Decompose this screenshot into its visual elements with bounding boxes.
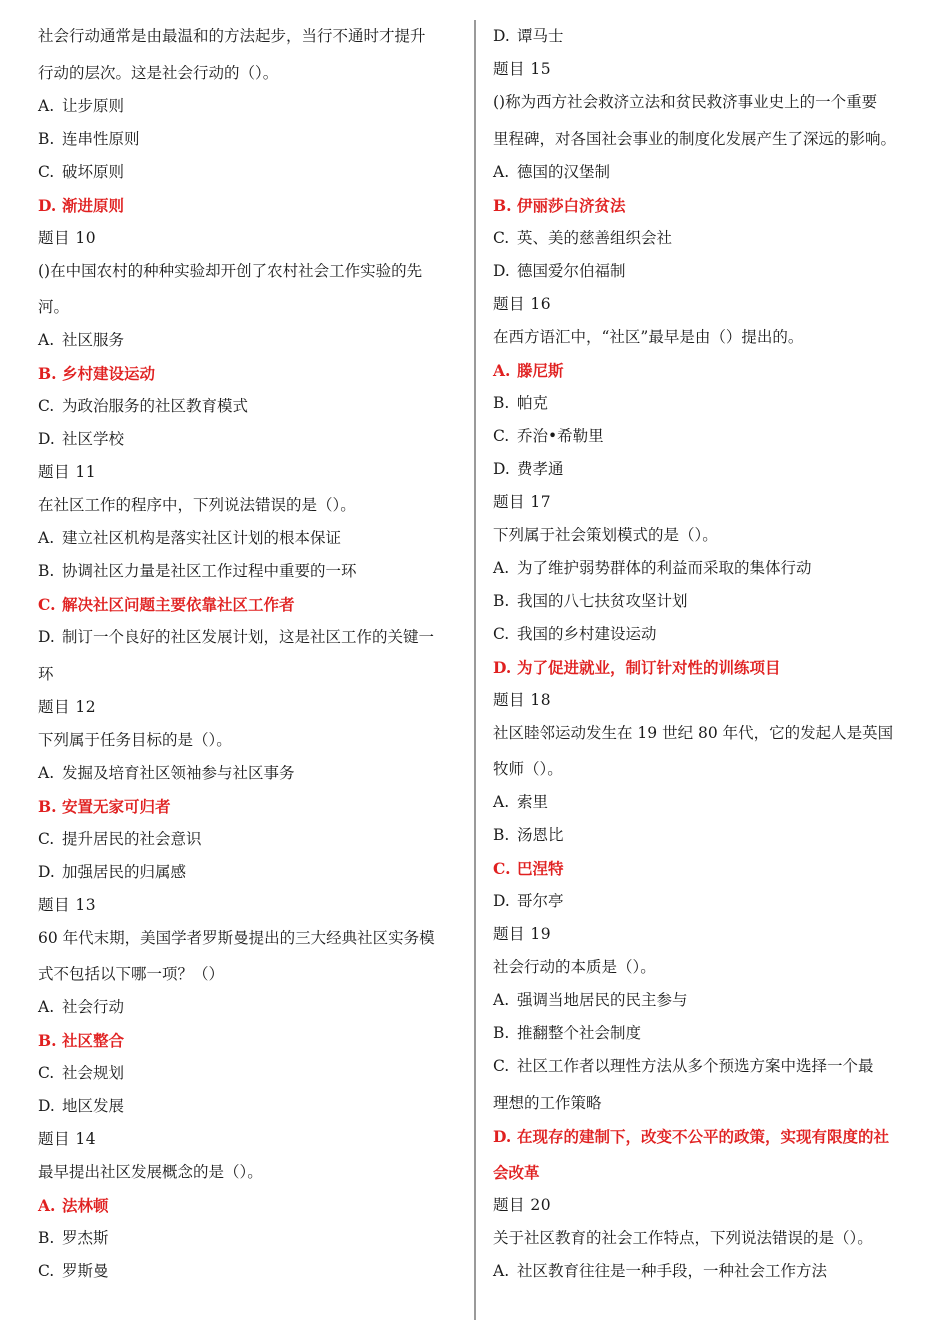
option-label: A. — [38, 763, 55, 782]
option-text: 强调当地居民的民主参与 — [517, 991, 688, 1009]
option-text: 乡村建设运动 — [62, 364, 156, 383]
answer-option — [493, 20, 923, 53]
question-title-text: 题目 10 — [38, 228, 97, 247]
answer-option-correct — [38, 357, 463, 390]
left-column — [38, 20, 463, 1288]
question-stem-text: 下列属于社会策划模式的是（）。 — [493, 525, 718, 544]
option-label: C. — [38, 829, 55, 848]
option-label: A. — [38, 529, 55, 547]
answer-option — [38, 423, 463, 456]
question-stem-text: 会改革 — [493, 1163, 540, 1182]
question-stem-text: 在社区工作的程序中，下列说法错误的是（）。 — [38, 496, 356, 514]
answer-option-correct — [493, 189, 923, 222]
question-title-text: 题目 12 — [38, 697, 97, 716]
question-stem-text: 河。 — [38, 298, 70, 316]
answer-option — [493, 420, 923, 453]
question-stem-line — [38, 255, 463, 292]
question-stem-text: 最早提出社区发展概念的是（）。 — [38, 1163, 263, 1181]
answer-option-correct — [38, 588, 463, 621]
question-stem-text: 式不包括以下哪一项？（） — [38, 965, 225, 983]
column-divider — [474, 20, 476, 1320]
question-stem-line — [38, 724, 463, 757]
answer-option — [38, 1090, 463, 1123]
question-stem-line — [493, 1222, 923, 1255]
answer-option — [38, 123, 463, 156]
answer-option — [493, 618, 923, 651]
option-text: 渐进原则 — [62, 195, 125, 215]
option-text: 社区学校 — [62, 430, 125, 448]
question-stem-line — [38, 1156, 463, 1189]
option-label: C. — [38, 595, 56, 614]
option-text: 罗杰斯 — [62, 1229, 109, 1247]
question-title-text: 题目 11 — [38, 463, 97, 481]
answer-option-correct — [38, 1024, 463, 1057]
question-stem-line — [493, 123, 923, 156]
option-label: D. — [493, 27, 510, 45]
option-text: 社区服务 — [62, 331, 125, 349]
question-title — [38, 1123, 463, 1156]
question-title — [493, 1189, 923, 1222]
answer-option — [493, 984, 923, 1017]
answer-option — [38, 1057, 463, 1090]
answer-option — [493, 585, 923, 618]
option-label: C. — [493, 624, 510, 643]
answer-option — [493, 1050, 923, 1087]
option-label: C. — [38, 162, 55, 181]
option-text: 协调社区力量是社区工作过程中重要的一环 — [62, 562, 357, 580]
question-title — [38, 691, 463, 724]
option-text: 哥尔亭 — [517, 892, 564, 910]
option-text: 谭马士 — [517, 27, 564, 45]
answer-option — [38, 856, 463, 889]
question-stem-line — [38, 291, 463, 324]
question-title-text: 题目 20 — [493, 1196, 552, 1214]
question-stem-line — [493, 951, 923, 984]
question-title — [38, 889, 463, 922]
option-label: C. — [38, 397, 55, 415]
question-stem-text: 60 年代末期，美国学者罗斯曼提出的三大经典社区实务模 — [38, 928, 435, 947]
option-label: A. — [38, 998, 55, 1016]
question-stem-line — [38, 20, 463, 57]
question-title-text: 题目 17 — [493, 492, 552, 511]
answer-option — [493, 786, 923, 819]
option-label: B. — [38, 129, 55, 148]
option-text: 让步原则 — [62, 96, 125, 115]
option-text: 在现存的建制下，改变不公平的政策，实现有限度的社 — [517, 1126, 890, 1146]
answer-option — [493, 552, 923, 585]
option-text: 滕尼斯 — [517, 360, 564, 380]
option-text: 解决社区问题主要依靠社区工作者 — [62, 595, 295, 614]
answer-option — [493, 1017, 923, 1050]
question-title — [493, 918, 923, 951]
question-stem-text: 在西方语汇中，“社区”最早是由（）提出的。 — [493, 327, 804, 346]
option-text: 社会行动 — [62, 998, 125, 1016]
option-label: B. — [493, 1024, 510, 1042]
question-stem-line — [493, 717, 923, 754]
question-stem-line — [38, 57, 463, 90]
answer-option — [493, 885, 923, 918]
option-label: D. — [38, 628, 55, 646]
question-title — [38, 456, 463, 489]
option-text: 德国爱尔伯福制 — [517, 261, 626, 280]
question-stem-line — [493, 86, 923, 123]
question-stem-line — [38, 922, 463, 959]
option-label: C. — [493, 859, 511, 878]
option-label: B. — [38, 1229, 55, 1247]
answer-option — [38, 1222, 463, 1255]
option-text: 发掘及培育社区领袖参与社区事务 — [62, 763, 295, 782]
option-label: D. — [493, 892, 510, 910]
option-text: 我国的乡村建设运动 — [517, 624, 657, 643]
option-label: B. — [38, 562, 55, 580]
option-label: C. — [38, 1262, 55, 1280]
question-title-text: 题目 13 — [38, 895, 97, 914]
option-text: 法林顿 — [62, 1196, 109, 1215]
option-text: 我国的八七扶贫攻坚计划 — [517, 591, 688, 610]
option-label: B. — [38, 796, 57, 816]
option-text: 社区整合 — [62, 1031, 125, 1050]
option-label: D. — [493, 1126, 512, 1146]
option-text: 安置无家可归者 — [62, 796, 171, 816]
answer-option — [38, 156, 463, 189]
option-text: 为政治服务的社区教育模式 — [62, 397, 249, 415]
answer-option — [493, 222, 923, 255]
option-label: D. — [493, 657, 512, 677]
question-stem-text: ()称为西方社会救济立法和贫民救济事业史上的一个重要 — [493, 93, 878, 111]
option-label: B. — [38, 1031, 57, 1050]
answer-option — [38, 324, 463, 357]
answer-option — [38, 522, 463, 555]
option-text: 巴涅特 — [517, 859, 564, 878]
question-stem-line — [38, 958, 463, 991]
option-text: 德国的汉堡制 — [517, 162, 611, 181]
option-text: 社区教育往往是一种手段，一种社会工作方法 — [517, 1262, 828, 1280]
option-text: 建立社区机构是落实社区计划的根本保证 — [62, 529, 342, 547]
question-stem-text: 理想的工作策略 — [493, 1093, 602, 1112]
answer-option-correct — [493, 651, 923, 684]
question-title-text: 题目 14 — [38, 1130, 97, 1148]
question-stem-text: 社区睦邻运动发生在 19 世纪 80 年代，它的发起人是英国 — [493, 723, 894, 742]
answer-option-correct — [493, 354, 923, 387]
option-label: A. — [493, 162, 510, 181]
option-text: 汤恩比 — [517, 826, 564, 844]
question-stem-line — [493, 753, 923, 786]
option-label: C. — [38, 1064, 55, 1082]
option-text: 为了促进就业，制订针对性的训练项目 — [517, 657, 781, 677]
question-title — [493, 684, 923, 717]
option-label: B. — [493, 826, 510, 844]
answer-option-correct — [493, 852, 923, 885]
question-stem-text: 环 — [38, 664, 54, 683]
option-label: A. — [38, 96, 55, 115]
option-text: 连串性原则 — [62, 129, 140, 148]
option-label: D. — [38, 1097, 55, 1115]
option-text: 地区发展 — [62, 1097, 125, 1115]
question-stem-text: 里程碑，对各国社会事业的制度化发展产生了深远的影响。 — [493, 129, 897, 148]
option-text: 推翻整个社会制度 — [517, 1024, 642, 1042]
option-text: 加强居民的归属感 — [62, 862, 187, 881]
option-label: A. — [38, 1196, 56, 1215]
answer-option-correct — [38, 189, 463, 222]
option-label: B. — [493, 393, 510, 412]
answer-option — [493, 1255, 923, 1288]
answer-option — [493, 255, 923, 288]
option-text: 帕克 — [517, 393, 549, 412]
question-stem-line — [493, 519, 923, 552]
option-text: 英、美的慈善组织会社 — [517, 228, 673, 247]
option-label: A. — [493, 360, 511, 380]
option-text: 社区工作者以理性方法从多个预选方案中选择一个最 — [517, 1057, 874, 1075]
answer-option — [493, 387, 923, 420]
option-text: 费孝通 — [517, 459, 564, 478]
question-title — [493, 486, 923, 519]
answer-option-correct — [38, 790, 463, 823]
option-text: 社会规划 — [62, 1064, 125, 1082]
option-label: D. — [38, 862, 55, 881]
question-title-text: 题目 15 — [493, 60, 552, 78]
answer-option — [38, 90, 463, 123]
question-title — [493, 53, 923, 86]
question-title-text: 题目 18 — [493, 690, 552, 709]
option-text: 制订一个良好的社区发展计划，这是社区工作的关键一 — [62, 628, 435, 646]
question-title — [38, 222, 463, 255]
answer-option — [38, 621, 463, 658]
option-label: D. — [493, 459, 510, 478]
option-label: D. — [38, 430, 55, 448]
option-label: C. — [493, 228, 510, 247]
answer-option — [493, 453, 923, 486]
answer-option — [493, 819, 923, 852]
option-label: A. — [493, 558, 510, 577]
question-stem-text: 关于社区教育的社会工作特点，下列说法错误的是（）。 — [493, 1229, 873, 1247]
question-stem-line — [493, 1087, 923, 1120]
option-label: B. — [493, 195, 512, 215]
right-column — [493, 20, 923, 1288]
answer-option — [38, 390, 463, 423]
option-text: 罗斯曼 — [62, 1262, 109, 1280]
question-stem-text: 牧师（）。 — [493, 760, 563, 778]
option-label: A. — [493, 1262, 510, 1280]
answer-option — [38, 555, 463, 588]
option-label: A. — [493, 991, 510, 1009]
answer-option — [38, 823, 463, 856]
answer-option — [38, 1255, 463, 1288]
option-text: 提升居民的社会意识 — [62, 829, 202, 848]
question-title — [493, 288, 923, 321]
question-title-text: 题目 19 — [493, 925, 552, 943]
question-stem-line — [38, 489, 463, 522]
option-text: 乔治•希勒里 — [517, 426, 604, 445]
answer-option-correct — [493, 1120, 923, 1157]
option-text: 为了维护弱势群体的利益而采取的集体行动 — [517, 558, 812, 577]
answer-option — [493, 156, 923, 189]
option-label: D. — [493, 261, 510, 280]
question-stem-line — [493, 321, 923, 354]
option-label: A. — [493, 793, 510, 811]
option-label: D. — [38, 195, 57, 215]
option-text: 破坏原则 — [62, 162, 125, 181]
answer-option — [38, 757, 463, 790]
question-stem-line — [493, 1156, 923, 1189]
question-stem-text: 社会行动通常是由最温和的方法起步，当行不通时才提升 — [38, 27, 426, 45]
question-title-text: 题目 16 — [493, 294, 552, 313]
question-stem-text: 行动的层次。这是社会行动的（）。 — [38, 63, 279, 82]
question-stem-text: 社会行动的本质是（）。 — [493, 958, 656, 976]
answer-option-correct — [38, 1189, 463, 1222]
option-label: B. — [493, 591, 510, 610]
option-label: A. — [38, 331, 55, 349]
option-text: 伊丽莎白济贫法 — [517, 195, 626, 215]
question-stem-text: 下列属于任务目标的是（）。 — [38, 730, 232, 749]
option-label: B. — [38, 364, 57, 383]
question-stem-line — [38, 658, 463, 691]
option-text: 索里 — [517, 793, 549, 811]
question-stem-text: ()在中国农村的种种实验却开创了农村社会工作实验的先 — [38, 261, 423, 280]
option-label: C. — [493, 1057, 510, 1075]
answer-option — [38, 991, 463, 1024]
option-label: C. — [493, 426, 510, 445]
